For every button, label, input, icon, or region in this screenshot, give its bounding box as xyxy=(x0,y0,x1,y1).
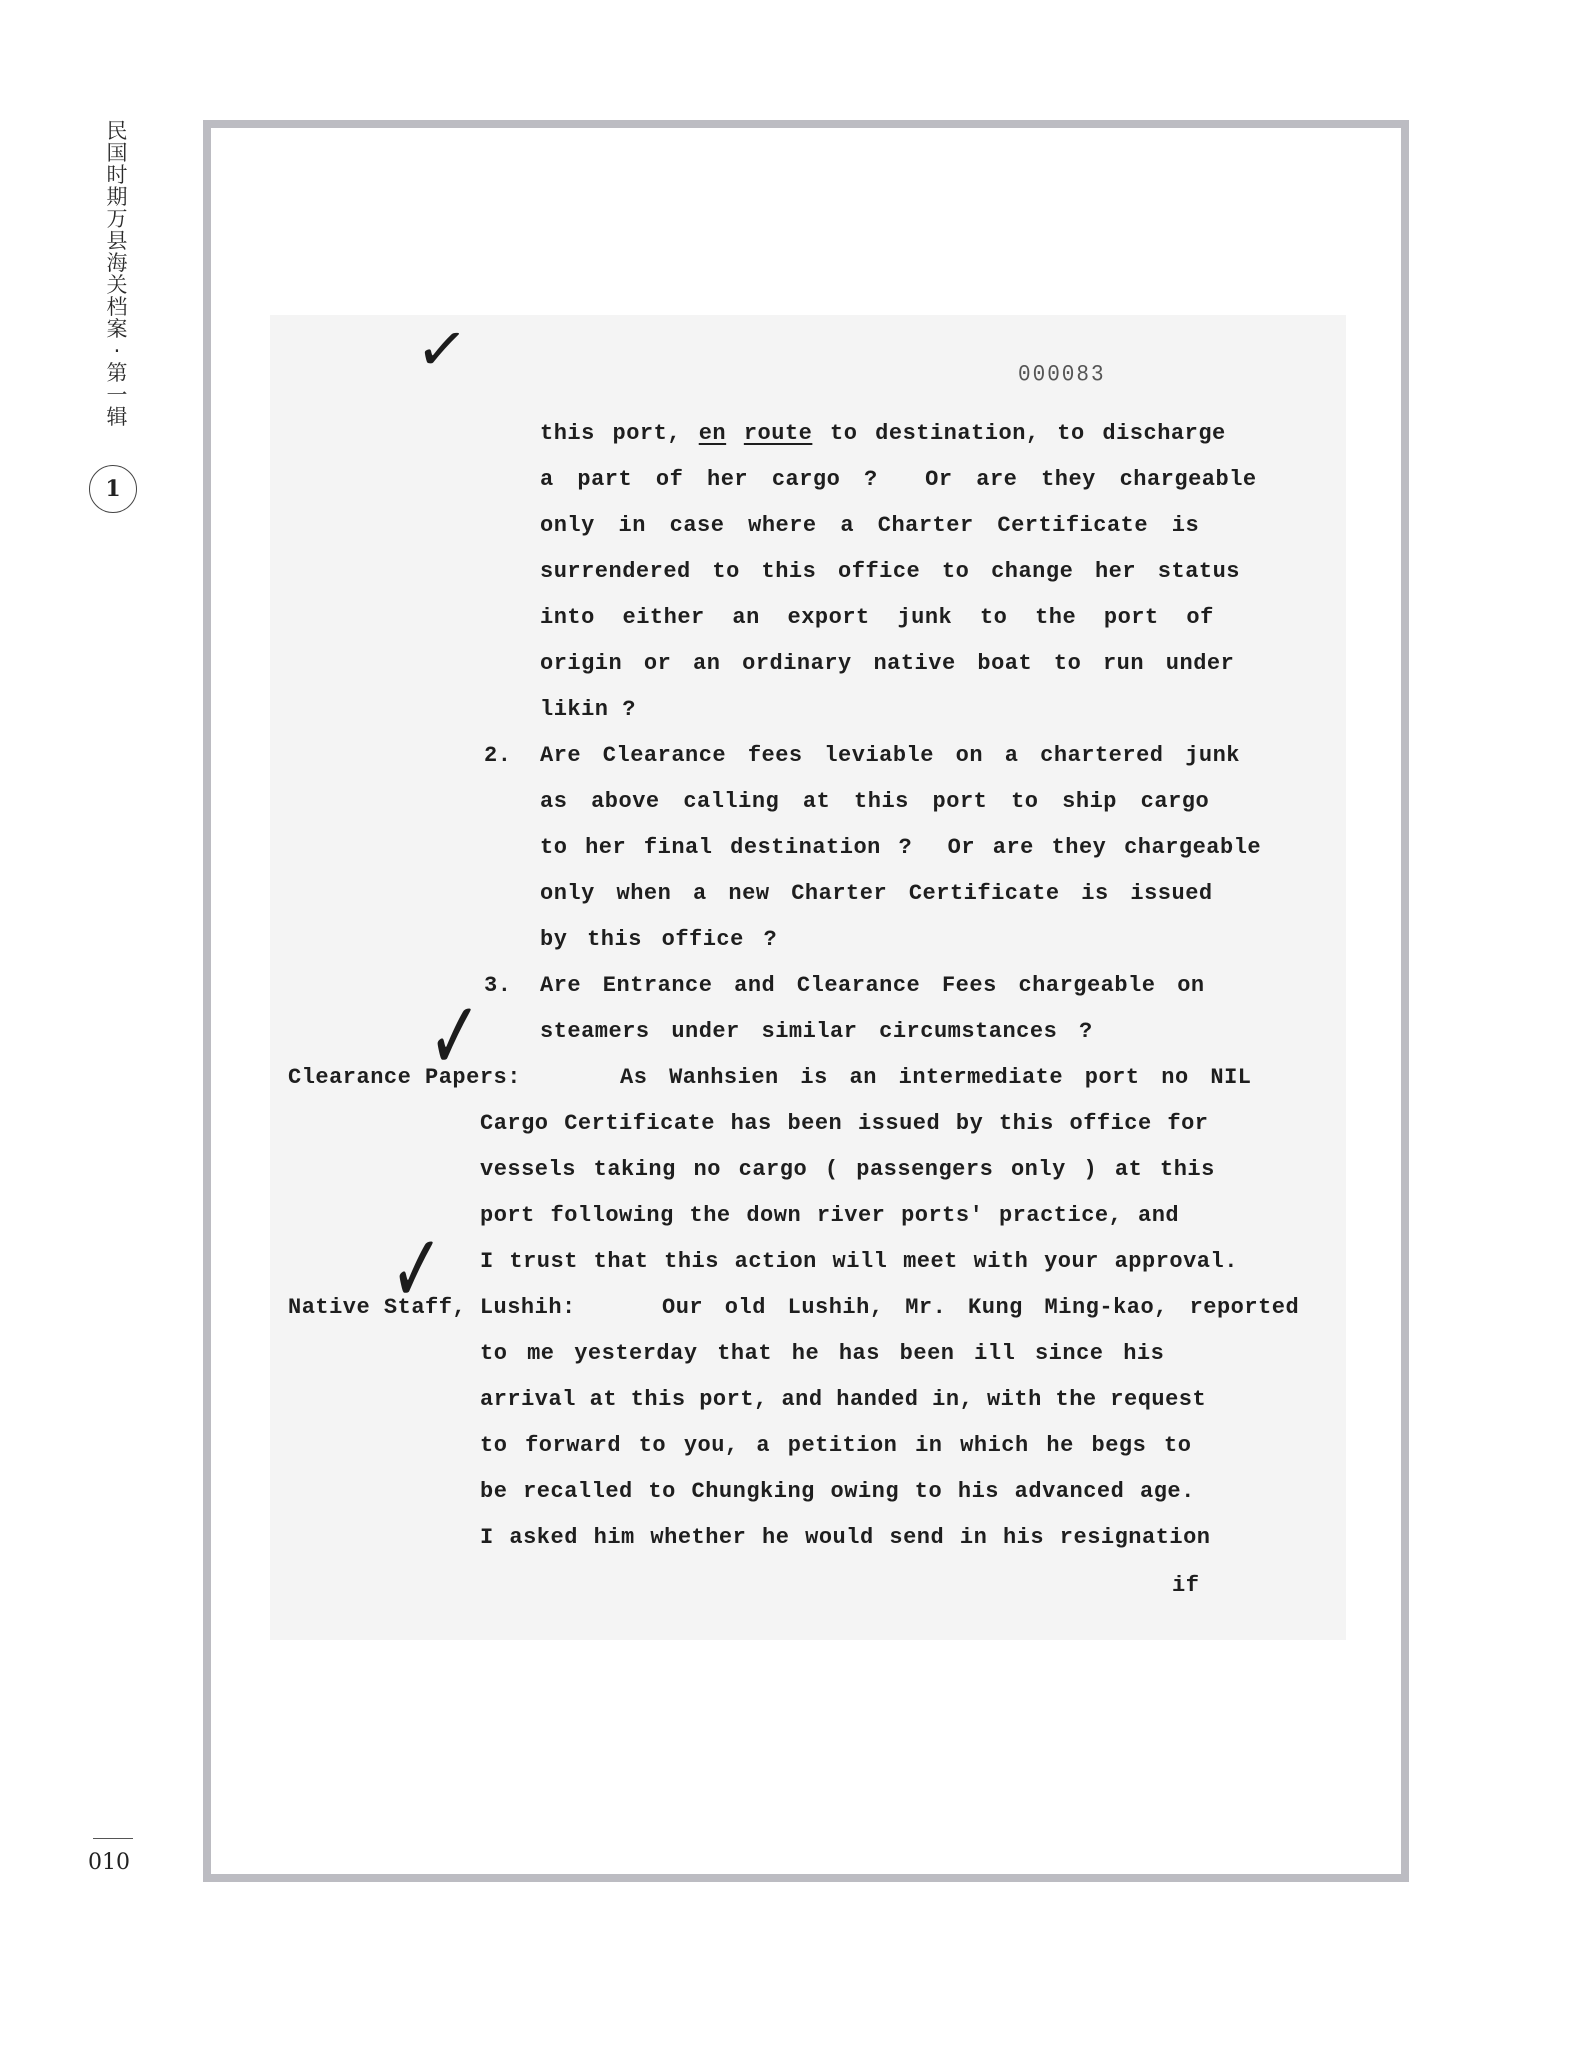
section-heading: Native Staff, Lushih: xyxy=(288,1295,576,1320)
text-line: I asked him whether he would send in his resignation xyxy=(480,1525,1211,1550)
text-line: a part of her cargo ? Or are they chargeable xyxy=(540,467,1257,492)
series-title-char: 第 xyxy=(106,361,128,385)
check-mark-icon: ✓ xyxy=(390,1215,444,1326)
text-line: as above calling at this port to ship cargo xyxy=(540,789,1210,814)
text-line: Our old Lushih, Mr. Kung Ming-kao, reported xyxy=(662,1295,1300,1320)
series-title xyxy=(104,120,130,428)
text-line: steamers under similar circumstances ? xyxy=(540,1019,1093,1044)
archive-stamp: 000083 xyxy=(1018,362,1106,389)
text-line: to forward to you, a petition in which he begs to xyxy=(480,1433,1192,1458)
check-mark-icon: ✓ xyxy=(428,982,482,1093)
text-line: Are Entrance and Clearance Fees chargeable on xyxy=(540,973,1205,998)
section-heading: Clearance Papers: xyxy=(288,1065,521,1090)
page-number: 010 xyxy=(88,1850,130,1875)
series-title-char: · xyxy=(113,339,121,363)
series-title-char: 辑 xyxy=(106,405,128,429)
text-line: into either an export junk to the port of xyxy=(540,605,1214,630)
series-title-char: 海 xyxy=(106,251,128,275)
series-title-char: 国 xyxy=(106,141,128,165)
text-line: Cargo Certificate has been issued by this office for xyxy=(480,1111,1209,1136)
folio-rule xyxy=(93,1838,133,1839)
text-line: to her final destination ? Or are they chargeable xyxy=(540,835,1262,860)
series-title-char: 一 xyxy=(106,383,128,407)
volume-badge: 1 xyxy=(89,465,137,513)
catchword: if xyxy=(1172,1573,1200,1598)
text-line: origin or an ordinary native boat to run under xyxy=(540,651,1235,676)
text-line: only when a new Charter Certificate is issued xyxy=(540,881,1213,906)
underlined-phrase: route xyxy=(743,421,813,446)
text-line: arrival at this port, and handed in, with the request xyxy=(480,1387,1207,1412)
text-line: only in case where a Charter Certificate is xyxy=(540,513,1200,538)
text-line: I trust that this action will meet with your approval. xyxy=(480,1249,1238,1274)
series-title-char: 期 xyxy=(106,185,128,209)
series-title-char: 档 xyxy=(106,295,128,319)
text-line: this port, en route to destination, to discharge xyxy=(540,421,1226,446)
text-line: be recalled to Chungking owing to his advanced age. xyxy=(480,1479,1195,1504)
text-line: likin ? xyxy=(540,697,636,722)
text-line: to me yesterday that he has been ill since his xyxy=(480,1341,1165,1366)
text-line: port following the down river ports' practice, and xyxy=(480,1203,1180,1228)
series-title-char: 县 xyxy=(106,229,128,253)
text-line: by this office ? xyxy=(540,927,778,952)
series-title-char: 案 xyxy=(106,317,128,341)
underlined-phrase: en xyxy=(698,421,727,446)
series-title-char: 时 xyxy=(106,163,128,187)
text-line: vessels taking no cargo ( passengers only ) at this xyxy=(480,1157,1215,1182)
series-title-char: 关 xyxy=(106,273,128,297)
series-title-char: 民 xyxy=(106,119,128,143)
question-number: 3. xyxy=(484,973,512,998)
question-number: 2. xyxy=(484,743,512,768)
series-title-char: 万 xyxy=(106,207,128,231)
text-line: Are Clearance fees leviable on a chartered junk xyxy=(540,743,1241,768)
check-mark-icon: ✓ xyxy=(412,310,472,389)
text-line: surrendered to this office to change her status xyxy=(540,559,1241,584)
text-line: As Wanhsien is an intermediate port no NIL xyxy=(620,1065,1252,1090)
